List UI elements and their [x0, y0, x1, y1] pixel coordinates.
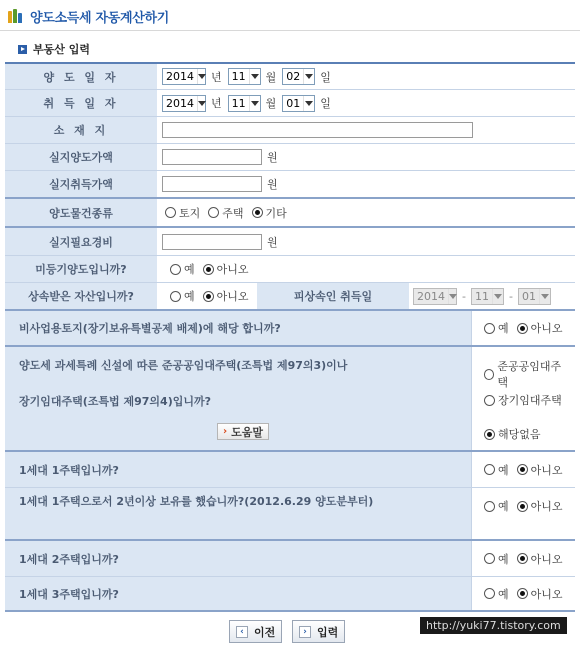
property-type-label: 양도물건종류 [5, 199, 157, 226]
radio-icon [203, 264, 214, 275]
radio-label: 아니오 [530, 322, 563, 335]
heir-date-inputs [413, 283, 551, 309]
acquire-date-row [5, 90, 575, 117]
chevron-right-icon: › [299, 626, 311, 638]
radio-icon [484, 323, 495, 334]
radio-label: 예 [498, 322, 509, 335]
chevron-left-icon: ‹ [236, 626, 248, 638]
radio-label: 아니오 [530, 463, 563, 477]
nonbusiness-yes-radio[interactable] [484, 320, 509, 336]
radio-label: 해당없음 [498, 428, 541, 441]
heir-acquire-date-label: 피상속인 취득일 [257, 283, 409, 309]
acquire-price-row [5, 171, 575, 199]
transfer-year-select[interactable]: 2014 [162, 68, 206, 85]
expenses-wrap [162, 228, 284, 255]
radio-icon [208, 207, 219, 218]
three-house-row [5, 577, 575, 612]
transfer-price-input[interactable] [162, 149, 262, 165]
bullet-icon [18, 45, 27, 54]
two-house-row [5, 541, 575, 577]
help-button-wrap [217, 423, 269, 440]
unregistered-radios [170, 256, 257, 282]
heir-month-select[interactable]: 11 [471, 288, 504, 305]
year-unit: 년 [211, 97, 222, 110]
won-unit: 원 [267, 151, 278, 164]
chevron-down-icon [303, 96, 314, 111]
radio-label: 아니오 [530, 552, 563, 566]
radio-icon [170, 264, 181, 275]
location-field-wrap [162, 117, 473, 143]
radio-label: 토지 [179, 206, 201, 220]
radio-label: 예 [184, 263, 195, 276]
transfer-price-wrap [162, 144, 284, 170]
radio-icon [517, 464, 528, 475]
unregistered-yes-radio[interactable] [170, 261, 195, 277]
inherited-row [5, 283, 575, 311]
help-button-label: 도움말 [231, 425, 264, 439]
acquire-day-select[interactable]: 01 [282, 95, 315, 112]
month-unit: 월 [265, 70, 277, 84]
location-input[interactable] [162, 122, 473, 138]
location-row [5, 117, 575, 144]
date-separator: - [508, 289, 513, 303]
one-house-radios [471, 452, 575, 487]
heir-year-select[interactable]: 2014 [413, 288, 457, 305]
date-separator: - [462, 289, 466, 303]
three-house-yes-radio[interactable] [484, 586, 509, 602]
property-form [5, 62, 575, 612]
radio-label: 예 [184, 290, 195, 303]
expenses-label: 실지필요경비 [5, 228, 157, 255]
radio-label: 예 [498, 500, 509, 513]
radio-label: 아니오 [216, 263, 249, 276]
special-public-rental-radio[interactable] [484, 358, 567, 390]
radio-label: 예 [498, 552, 509, 566]
acquire-price-wrap [162, 171, 284, 197]
one-house-row [5, 452, 575, 488]
radio-label: 주택 [222, 206, 244, 220]
acquire-date-label: 취 득 일 자 [5, 90, 157, 116]
transfer-price-label: 실지양도가액 [5, 144, 157, 170]
two-house-no-radio[interactable] [517, 551, 563, 567]
inherited-label: 상속받은 자산입니까? [5, 283, 157, 309]
radio-label: 아니오 [530, 587, 563, 601]
property-type-other-radio[interactable] [252, 205, 287, 221]
transfer-date-inputs [162, 64, 337, 89]
two-house-yes-radio[interactable] [484, 551, 509, 567]
day-unit: 일 [320, 97, 331, 110]
one-house-yes-radio[interactable] [484, 462, 509, 478]
prev-button[interactable] [229, 620, 282, 643]
radio-icon [484, 588, 495, 599]
radio-label: 준공공임대주택 [497, 360, 562, 389]
won-unit: 원 [267, 235, 278, 249]
acquire-year-select[interactable]: 2014 [162, 95, 206, 112]
special-rental-row [5, 347, 575, 452]
one-house-question: 1세대 1주택입니까? [5, 452, 471, 487]
two-years-row [5, 488, 575, 541]
won-unit: 원 [267, 178, 278, 191]
acquire-month-select[interactable]: 11 [228, 95, 261, 112]
special-line-1: 양도세 과세특례 신설에 따른 준공공임대주택(조특법 제97의3)이나 [19, 359, 348, 372]
radio-icon [170, 291, 181, 302]
special-rental-question [5, 347, 471, 450]
chevron-down-icon [197, 96, 206, 111]
radio-icon [252, 207, 263, 218]
chevron-down-icon [448, 289, 457, 304]
nonbusiness-question: 비사업용토지(장기보유특별공제 배제)에 해당 합니까? [5, 311, 471, 345]
radio-icon [484, 501, 495, 512]
radio-icon [517, 588, 528, 599]
location-label: 소 재 지 [5, 117, 157, 143]
submit-button[interactable] [292, 620, 345, 643]
three-house-no-radio[interactable] [517, 586, 563, 602]
radio-icon [165, 207, 176, 218]
special-line-2: 장기임대주택(조특법 제97의4)입니까? [19, 395, 211, 408]
radio-label: 아니오 [530, 500, 563, 513]
radio-icon [517, 501, 528, 512]
unregistered-label: 미등기양도입니까? [5, 256, 157, 282]
transfer-date-label: 양 도 일 자 [5, 64, 157, 89]
special-none-radio[interactable] [484, 426, 541, 442]
transfer-day-select[interactable]: 02 [282, 68, 315, 85]
chevron-down-icon [539, 289, 550, 304]
help-button[interactable] [217, 423, 269, 440]
radio-label: 장기임대주택 [498, 394, 562, 407]
prev-button-label: 이전 [254, 625, 276, 639]
two-house-question: 1세대 2주택입니까? [5, 541, 471, 576]
chevron-down-icon [249, 69, 260, 84]
expenses-input[interactable] [162, 234, 262, 250]
radio-label: 예 [498, 463, 509, 477]
transfer-price-row [5, 144, 575, 171]
acquire-price-label: 실지취득가액 [5, 171, 157, 197]
radio-icon [517, 553, 528, 564]
one-house-no-radio[interactable] [517, 462, 563, 478]
header-divider [0, 30, 580, 31]
section-title: 부동산 입력 [33, 43, 90, 56]
special-long-term-rental-radio[interactable] [484, 392, 562, 408]
day-unit: 일 [320, 70, 331, 84]
nonbusiness-radios [471, 311, 575, 345]
radio-icon [203, 291, 214, 302]
app-header [8, 6, 169, 26]
inherited-radios [170, 283, 257, 309]
page-title: 양도소득세 자동계산하기 [30, 10, 170, 26]
two-years-yes-radio[interactable] [484, 498, 509, 514]
radio-icon [484, 369, 494, 380]
nonbusiness-row [5, 311, 575, 347]
chevron-down-icon [197, 69, 206, 84]
unregistered-no-radio[interactable] [203, 261, 249, 277]
radio-icon [517, 323, 528, 334]
property-type-radios [165, 199, 295, 226]
acquire-price-input[interactable] [162, 176, 262, 192]
acquire-date-inputs [162, 90, 337, 116]
radio-icon [484, 553, 495, 564]
radio-icon [484, 395, 495, 406]
month-unit: 월 [265, 97, 277, 110]
two-house-radios [471, 541, 575, 576]
three-house-radios [471, 577, 575, 610]
radio-label: 예 [498, 587, 509, 601]
two-years-question: 1세대 1주택으로서 2년이상 보유를 했습니까?(2012.6.29 양도분부터) [5, 488, 471, 539]
expenses-row [5, 228, 575, 256]
two-years-no-radio[interactable] [517, 498, 563, 514]
book-icon [8, 8, 24, 24]
nonbusiness-no-radio[interactable] [517, 320, 563, 336]
special-rental-radios [471, 347, 575, 450]
inherited-yes-radio[interactable] [170, 288, 195, 304]
heir-day-select[interactable]: 01 [518, 288, 551, 305]
year-unit: 년 [211, 70, 222, 84]
watermark: http://yuki77.tistory.com [420, 617, 567, 634]
property-type-land-radio[interactable] [165, 205, 200, 221]
radio-icon [484, 464, 495, 475]
transfer-month-select[interactable]: 11 [228, 68, 261, 85]
property-type-house-radio[interactable] [208, 205, 243, 221]
inherited-no-radio[interactable] [203, 288, 249, 304]
property-type-row [5, 199, 575, 228]
radio-label: 아니오 [216, 290, 249, 303]
radio-icon [484, 429, 495, 440]
chevron-down-icon [303, 69, 314, 84]
chevron-down-icon [492, 289, 503, 304]
chevron-down-icon [249, 96, 260, 111]
section-header [18, 41, 90, 57]
radio-label: 기타 [265, 206, 287, 220]
submit-button-label: 입력 [317, 625, 339, 639]
two-years-radios [471, 488, 575, 539]
unregistered-row [5, 256, 575, 283]
transfer-date-row [5, 64, 575, 90]
three-house-question: 1세대 3주택입니까? [5, 577, 471, 610]
chevron-right-icon: › [223, 426, 228, 437]
